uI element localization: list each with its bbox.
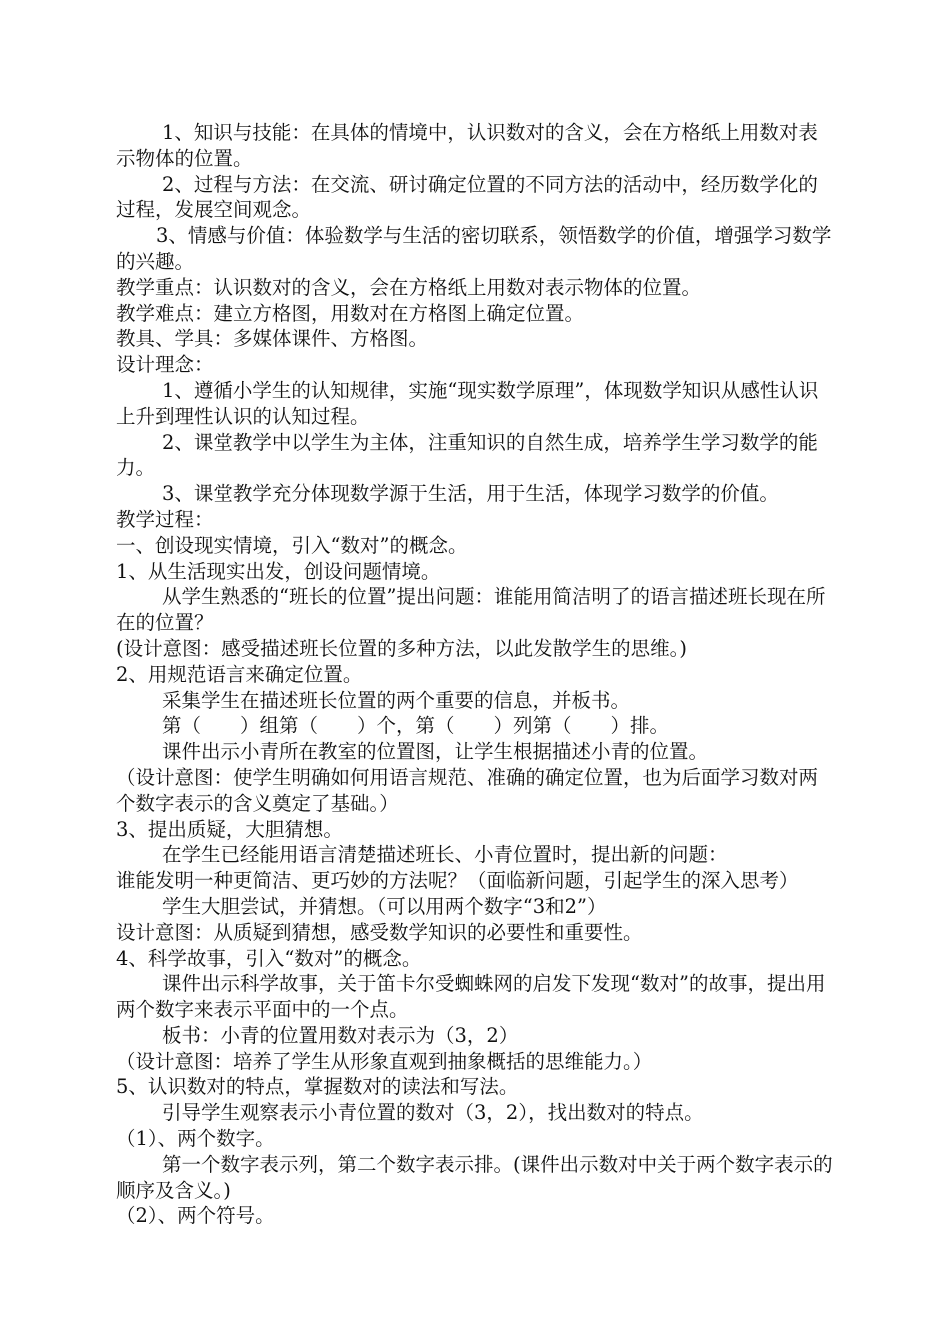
step-2-courseware: 课件出示小青所在教室的位置图，让学生根据描述小青的位置。 [162, 740, 709, 764]
step-4-board: 板书：小青的位置用数对表示为（3，2） [162, 1023, 519, 1047]
design-concept-item-2: 2、课堂教学中以学生为主体，注重知识的自然生成，培养学生学习数学的能力。 [116, 430, 818, 480]
step-2-heading: 2、用规范语言来确定位置。 [116, 662, 363, 686]
difficult-point: 教学难点：建立方格图，用数对在方格图上确定位置。 [116, 301, 585, 325]
step-2-body: 采集学生在描述班长位置的两个重要的信息，并板书。 [162, 688, 631, 712]
feature-1: （1）、两个数字。 [116, 1127, 275, 1151]
step-5-heading: 5、认识数对的特点，掌握数对的读法和写法。 [116, 1075, 519, 1099]
design-concept-item-1: 1、遵循小学生的认知规律，实施“现实数学原理”，体现数学知识从感性认识上升到理性认识的认知过程。 [116, 378, 819, 428]
step-3-body: 在学生已经能用语言清楚描述班长、小青位置时，提出新的问题： [162, 843, 728, 867]
step-3-heading: 3、提出质疑，大胆猜想。 [116, 817, 343, 841]
step-4-intent: （设计意图：培养了学生从形象直观到抽象概括的思维能力。） [116, 1049, 653, 1073]
step-4-story: 课件出示科学故事，关于笛卡尔受蜘蛛网的启发下发现“数对”的故事，提出用两个数字来表示平面中的一个点。 [116, 972, 826, 1022]
step-1-heading: 1、从生活现实出发，创设问题情境。 [116, 559, 441, 583]
step-4-heading: 4、科学故事，引入“数对”的概念。 [116, 946, 422, 970]
section-1-heading: 一、创设现实情境，引入“数对”的概念。 [116, 533, 468, 557]
step-2-blanks: 第（ ）组第（ ）个，第（ ）列第（ ）排。 [162, 714, 670, 738]
objective-emotion: 3、情感与价值：体验数学与生活的密切联系，领悟数学的价值，增强学习数学的兴趣。 [116, 224, 832, 273]
step-1-intent: (设计意图：感受描述班长位置的多种方法，以此发散学生的思维。) [116, 636, 687, 660]
step-3-guess: 学生大胆尝试，并猜想。（可以用两个数字“3和2”） [162, 894, 607, 918]
step-3-intent: 设计意图：从质疑到猜想，感受数学知识的必要性和重要性。 [116, 920, 643, 944]
objective-process: 2、过程与方法：在交流、研讨确定位置的不同方法的活动中，经历数学化的过程，发展空间观念。 [116, 172, 818, 222]
step-5-body: 引导学生观察表示小青位置的数对（3，2），找出数对的特点。 [162, 1101, 704, 1125]
teaching-process-heading: 教学过程： [116, 507, 214, 531]
design-concept-item-3: 3、课堂教学充分体现数学源于生活，用于生活，体现学习数学的价值。 [162, 482, 779, 506]
objective-knowledge: 1、知识与技能：在具体的情境中，认识数对的含义，会在方格纸上用数对表示物体的位置。 [116, 121, 818, 170]
design-concept-heading: 设计理念： [116, 353, 214, 377]
step-1-body: 从学生熟悉的“班长的位置”提出问题：谁能用简洁明了的语言描述班长现在所在的位置？ [116, 585, 826, 635]
feature-2: （2）、两个符号。 [116, 1204, 275, 1228]
key-point: 教学重点：认识数对的含义，会在方格纸上用数对表示物体的位置。 [116, 275, 702, 299]
feature-1-detail: 第一个数字表示列，第二个数字表示排。(课件出示数对中关于两个数字表示的顺序及含义。) [116, 1152, 833, 1202]
teaching-aids: 教具、学具：多媒体课件、方格图。 [116, 327, 429, 351]
document-page [116, 120, 836, 1229]
step-3-question: 谁能发明一种更简洁、更巧妙的方法呢？（面临新问题，引起学生的深入思考） [116, 869, 799, 893]
step-2-intent: （设计意图：使学生明确如何用语言规范、准确的确定位置，也为后面学习数对两个数字表示的含义奠定了基础。） [116, 765, 819, 815]
